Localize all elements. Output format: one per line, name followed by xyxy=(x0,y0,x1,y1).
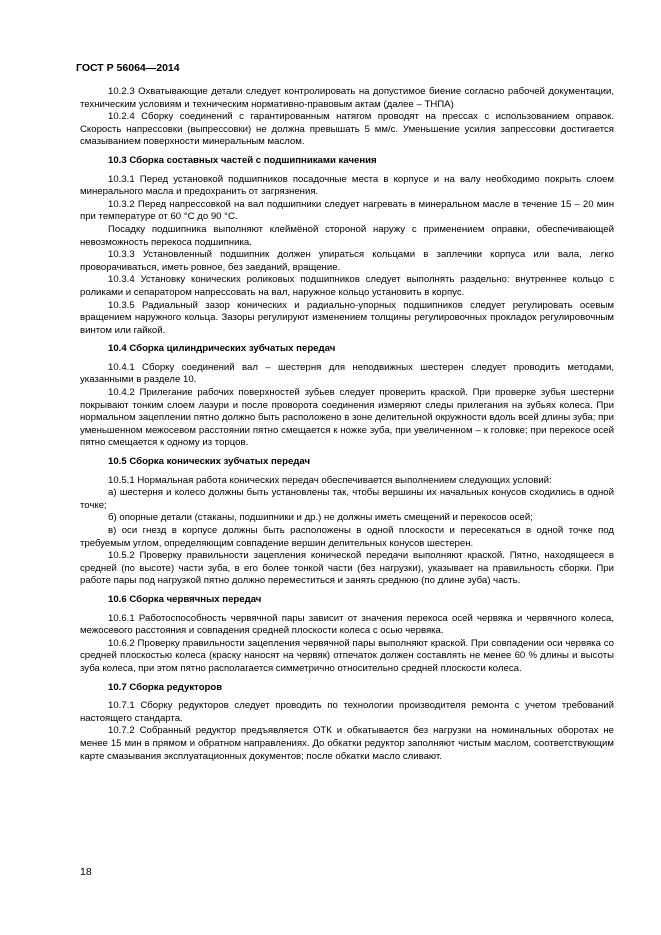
paragraph: 10.6.2 Проверку правильности зацепления червячной пары выполняют краской. При совпадении оси червяка со средней плоскостью колеса (краску наносят на червяк) отпечаток должен составлять не менее 60 % длины и высоты зуба колеса, при этом пятно располагается симметрично относительно средней плоскости колеса. xyxy=(80,637,614,674)
section-heading: 10.4 Сборка цилиндрических зубчатых передач xyxy=(108,343,336,355)
paragraph: 10.7.1 Сборку редукторов следует проводить по технологии производителя ремонта с учетом требований настоящего стандарта. xyxy=(80,700,614,724)
document-header: ГОСТ Р 56064—2014 xyxy=(76,62,180,74)
document-body xyxy=(80,86,614,763)
section-heading: 10.6 Сборка червячных передач xyxy=(108,593,262,605)
list-item: б) опорные детали (стаканы, подшипники и др.) не должны иметь смещений и перекосов осей; xyxy=(108,512,533,524)
paragraph: 10.3.4 Установку конических роликовых подшипников следует выполнять раздельно: внутреннее кольцо с роликами и сепаратором напрессовать на вал, наружное кольцо установить в корпус. xyxy=(80,274,614,298)
paragraph: 10.3.3 Установленный подшипник должен упираться кольцами в заплечики корпуса или вала, легко проворачиваться, иметь ровное, без заеданий, вращение. xyxy=(80,249,614,273)
paragraph: 10.3.1 Перед установкой подшипников посадочные места в корпусе и на валу необходимо покрыть слоем минерального масла и предохранить от загрязнения. xyxy=(80,173,614,198)
section-heading: 10.3 Сборка составных частей с подшипниками качения xyxy=(108,154,377,166)
paragraph: 10.4.1 Сборку соединений вал – шестерня для неподвижных шестерен следует проводить методами, указанными в разделе 10. xyxy=(80,361,614,386)
paragraph: 10.6.1 Работоспособность червячной пары зависит от значения перекоса осей червяка и червячного колеса, межосевого расстояния и совпадения средней плоскости колеса с осью червяка. xyxy=(80,612,614,637)
paragraph: 10.2.4 Сборку соединений с гарантированным натягом проводят на прессах с использованием оправок. Скорость напрессовки (выпрессовки) не должна превышать 5 мм/с. Уменьшение усилия запрессовки достигается смазыванием поверхности минеральным маслом. xyxy=(80,111,614,148)
paragraph: 10.4.2 Прилегание рабочих поверхностей зубьев следует проверить краской. При проверке зубья шестерни покрывают тонким слоем лазури и после проворота соединения измеряют следы прилегания на зубьях колеса. При нормальном зацеплении пятно должно быть расположено в зоне делительной окружности вдоль всей длины зуба; при уменьшенном межосевом расстоянии пятно смещается к ножке зуба, при увеличенном – к головке; при перекосе осей пятно смещается к одному из торцов. xyxy=(80,387,614,449)
list-item: в) оси гнезд в корпусе должны быть расположены в одной плоскости и пересекаться в одной точке под требуемым углом, определяющим совпадение вершин делительных конусов шестерен. xyxy=(80,525,614,549)
paragraph: 10.5.2 Проверку правильности зацепления конической передачи выполняют краской. Пятно, находящееся в средней (по высоте) части зуба, в его более тонкой части (без нагрузки), указывает на правильность сборки. При работе пары под нагрузкой пятно должно переместиться и занять среднюю (по длине зуба) часть. xyxy=(80,550,614,587)
page-number: 18 xyxy=(80,866,92,878)
paragraph: 10.3.5 Радиальный зазор конических и радиально-упорных подшипников следует регулировать осевым вращением наружного кольца. Зазоры регулируют изменением толщины регулировочных прокладок регулировочным винтом или гайкой. xyxy=(80,299,614,336)
paragraph: Посадку подшипника выполняют клеймёной стороной наружу с применением оправки, обеспечивающей невозможность перекоса подшипника. xyxy=(80,223,614,248)
list-item: а) шестерня и колесо должны быть установлены так, чтобы вершины их начальных конусов сходились в одной точке; xyxy=(80,487,614,511)
section-heading: 10.7 Сборка редукторов xyxy=(108,681,223,693)
paragraph: 10.3.2 Перед напрессовкой на вал подшипники следует нагревать в минеральном масле в течение 15 – 20 мин при температуре от 60 °С до 90 °С. xyxy=(80,198,614,223)
section-heading: 10.5 Сборка конических зубчатых передач xyxy=(108,456,311,468)
paragraph: 10.7.2 Собранный редуктор предъявляется ОТК и обкатывается без нагрузки на номинальных оборотах не менее 15 мин в прямом и обратном направлениях. До обкатки редуктор заполняют чистым маслом, соответствующим карте смазывания эксплуатационных документов; после обкатки масло сливают. xyxy=(80,725,614,762)
paragraph: 10.5.1 Нормальная работа конических передач обеспечивается выполнением следующих условий: xyxy=(108,474,552,486)
paragraph: 10.2.3 Охватывающие детали следует контролировать на допустимое биение согласно рабочей документации, техническим условиям и техническим нормативно-правовым актам (далее – ТНПА) xyxy=(80,86,614,110)
